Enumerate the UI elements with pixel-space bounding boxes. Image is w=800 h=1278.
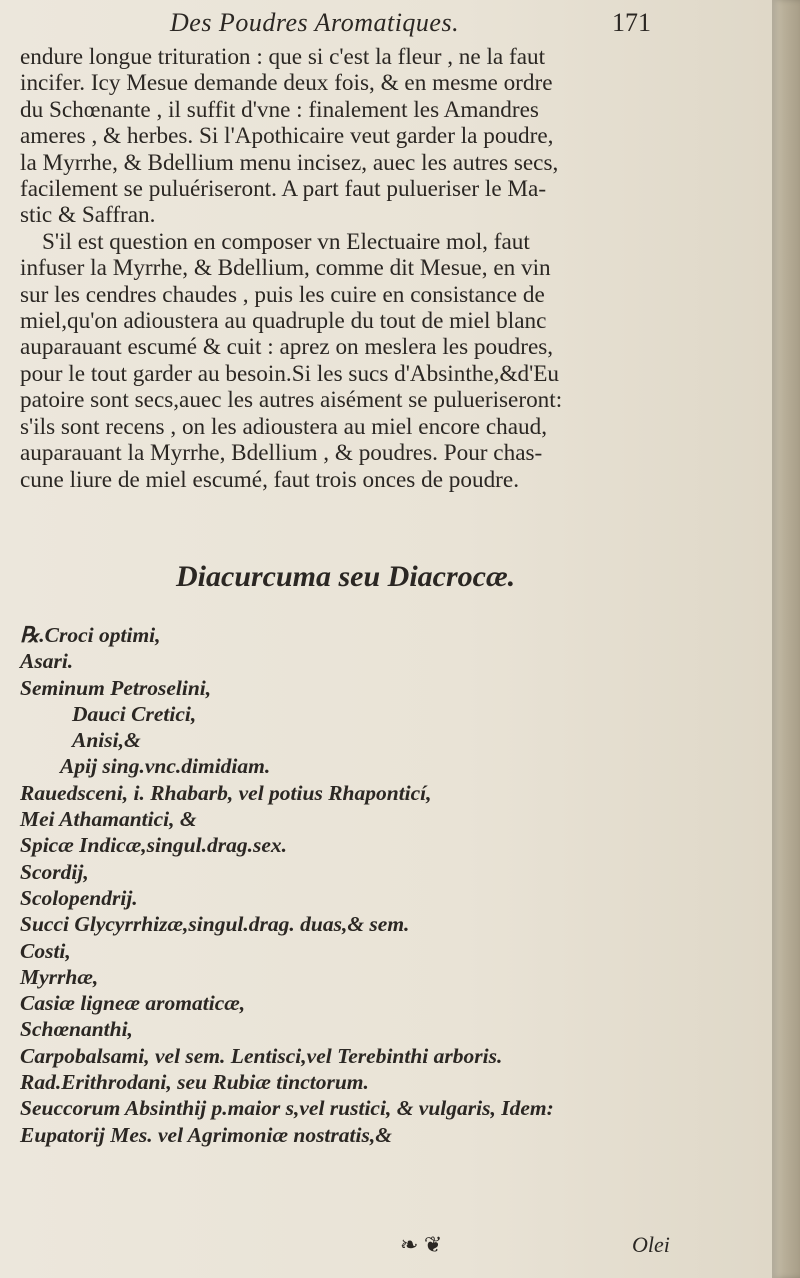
recipe-item: Rad.Erithrodani, seu Rubiæ tinctorum. (20, 1070, 369, 1095)
recipe-item: Scordij, (20, 859, 89, 884)
recipe-item: Seminum Petroselini, (20, 675, 212, 700)
recipe-item: Schœnanthi, (20, 1017, 133, 1042)
text-line: incifer. Icy Mesue demande deux fois, & en mesme ordre (20, 70, 553, 97)
text-line: ameres , & herbes. Si l'Apothicaire veut garder la poudre, (20, 123, 554, 150)
recipe-item: Seuccorum Absinthij p.maior s,vel rustici, & vulgaris, Idem: (20, 1096, 554, 1121)
recipe-item: Eupatorij Mes. vel Agrimoniæ nostratis,& (20, 1122, 392, 1147)
binding-gutter (772, 0, 800, 1278)
text-line: cune liure de miel escumé, faut trois onces de poudre. (20, 466, 519, 493)
recipe-item: Carpobalsami, vel sem. Lentisci,vel Terebinthi arboris. (20, 1043, 503, 1068)
page-footer (0, 1232, 772, 1272)
recipe-item: Spicæ Indicæ,singul.drag.sex. (20, 833, 287, 858)
text-line: endure longue trituration : que si c'est la fleur , ne la faut (20, 44, 546, 70)
recipe-item: Apij sing.vnc.dimidiam. (60, 754, 271, 779)
recipe-item: Dauci Cretici, (72, 701, 197, 726)
text-line: s'ils sont recens , on les adioustera au miel encore chaud, (20, 413, 548, 440)
catchword: Olei (632, 1232, 670, 1257)
recipe-item: Casiæ ligneæ aromaticæ, (20, 991, 246, 1016)
text-line: miel,qu'on adioustera au quadruple du tout de miel blanc (20, 308, 547, 335)
text-line: facilement se puluériseront. A part faut pulueriser le Ma- (20, 176, 547, 203)
text-line: la Myrrhe, & Bdellium menu incisez, auec les autres secs, (20, 149, 559, 176)
recipe-list (20, 622, 760, 1148)
recipe-item: Scolopendrij. (20, 885, 138, 910)
text-line: sur les cendres chaudes , puis les cuire en consistance de (20, 281, 545, 308)
text-line: pour le tout garder au besoin.Si les sucs d'Absinthe,&d'Eu (20, 360, 560, 387)
page-number: 171 (612, 8, 651, 37)
text-line: S'il est question en composer vn Electuaire mol, faut (42, 228, 530, 255)
text-line: stic & Saffran. (20, 202, 156, 229)
page-header (0, 8, 772, 44)
recipe-item: Rauedsceni, i. Rhabarb, vel potius Rhaponticí, (20, 780, 432, 805)
text-line: infuser la Myrrhe, & Bdellium, comme dit Mesue, en vin (20, 255, 551, 282)
text-line: auparauant la Myrrhe, Bdellium , & poudres. Pour chas- (20, 440, 543, 467)
recipe-item: Costi, (20, 938, 71, 963)
recipe-item: Asari. (20, 649, 74, 674)
recipe-item: Anisi,& (72, 728, 141, 753)
ornament-icon: ❧ ❦ (400, 1232, 443, 1257)
text-line: du Schœnante , il suffit d'vne : finalement les Amandres (20, 96, 539, 123)
text-line: patoire sont secs,auec les autres aisément se pulueriseront: (20, 387, 563, 414)
body-paragraphs (20, 44, 760, 493)
recipe-item: Succi Glycyrrhizæ,singul.drag. duas,& sem. (20, 912, 410, 937)
recipe-item: Myrrhæ, (20, 964, 99, 989)
recipe-item: Mei Athamantici, & (20, 807, 197, 832)
running-title: Des Poudres Aromatiques. (170, 8, 460, 37)
text-line: auparauant escumé & cuit : aprez on meslera les poudres, (20, 334, 554, 361)
recipe-heading: Diacurcuma seu Diacrocæ. (176, 560, 516, 593)
recipe-item: ℞.Croci optimi, (20, 623, 161, 647)
